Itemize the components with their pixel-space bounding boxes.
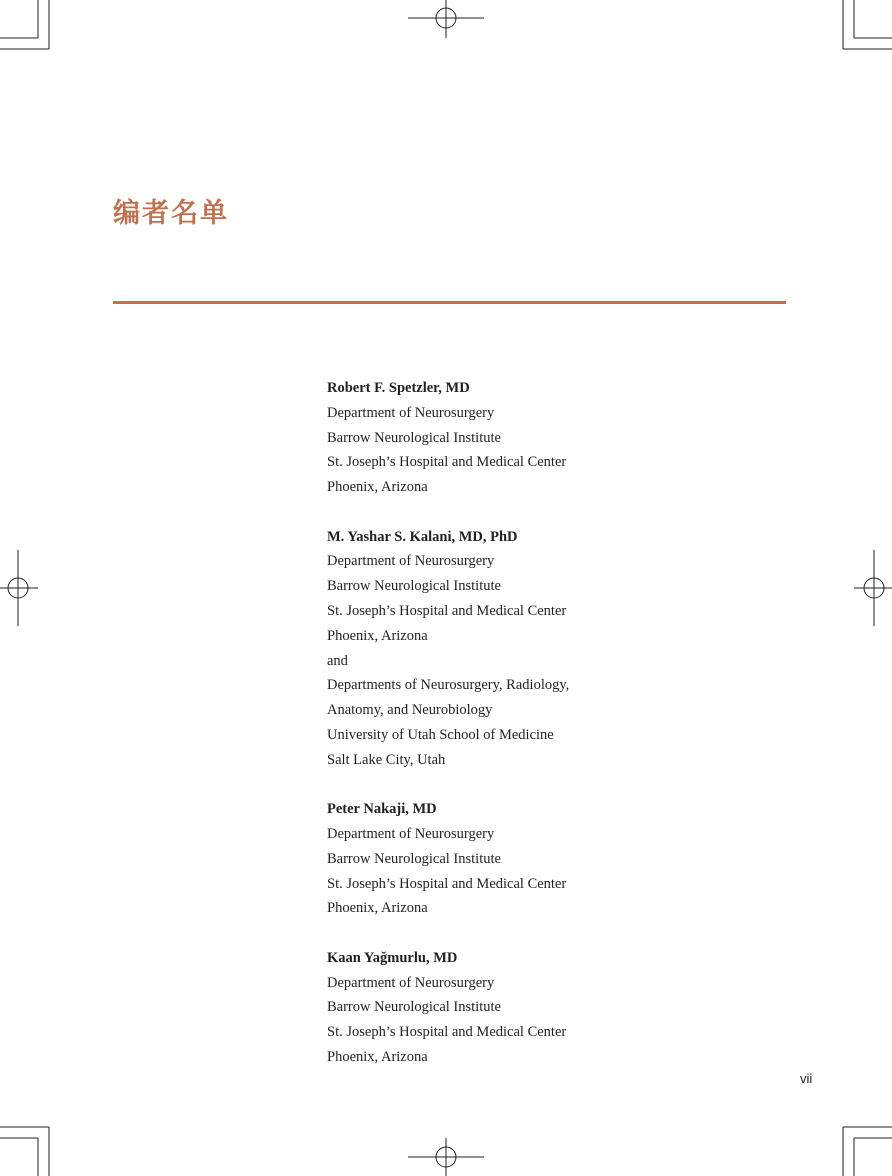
contributor-name: Kaan Yağmurlu, MD (327, 949, 458, 966)
contributor-affiliation-line: Salt Lake City, Utah (327, 751, 446, 768)
contributor-affiliation-line: Barrow Neurological Institute (327, 429, 501, 446)
contributor-entry (327, 797, 747, 921)
contributor-affiliation-line: Anatomy, and Neurobiology (327, 702, 493, 719)
contributor-affiliation-line: Departments of Neurosurgery, Radiology, (327, 677, 570, 694)
crop-mark-top-right (843, 0, 892, 49)
contributor-affiliation-line: St. Joseph’s Hospital and Medical Center (327, 602, 567, 619)
contributor-affiliation-line: Barrow Neurological Institute (327, 850, 501, 867)
registration-mark-left (0, 550, 38, 626)
crop-mark-top-left (0, 0, 49, 49)
crop-mark-bottom-left (0, 1127, 49, 1176)
contributor-affiliation-line: Phoenix, Arizona (327, 627, 428, 644)
contributor-affiliation-line: Barrow Neurological Institute (327, 999, 501, 1016)
contributor-affiliation-line: Department of Neurosurgery (327, 553, 495, 570)
contributor-affiliation-line: Department of Neurosurgery (327, 825, 495, 842)
contributor-affiliation-line: Phoenix, Arizona (327, 479, 428, 496)
contributor-affiliation-line: St. Joseph’s Hospital and Medical Center (327, 1024, 567, 1041)
registration-mark-bottom (408, 1138, 484, 1176)
contributor-affiliation-line: and (327, 652, 348, 669)
contributor-affiliation-line: Department of Neurosurgery (327, 974, 495, 991)
contributor-name: Peter Nakaji, MD (327, 801, 437, 818)
contributor-affiliation-line: Phoenix, Arizona (327, 1048, 428, 1065)
contributor-name: Robert F. Spetzler, MD (327, 380, 470, 396)
contributor-affiliation-line: Barrow Neurological Institute (327, 578, 501, 595)
page-number: vii (800, 1071, 813, 1086)
contributor-affiliation-line: Department of Neurosurgery (327, 404, 495, 421)
contributor-list (327, 376, 747, 1094)
registration-mark-right (854, 550, 892, 626)
contributor-affiliation-line: St. Joseph’s Hospital and Medical Center (327, 454, 567, 471)
registration-mark-top (408, 0, 484, 38)
title-rule (113, 301, 786, 304)
contributor-name: M. Yashar S. Kalani, MD, PhD (327, 528, 518, 545)
contributor-entry (327, 525, 747, 773)
crop-mark-bottom-right (843, 1127, 892, 1176)
contributor-affiliation-line: University of Utah School of Medicine (327, 726, 554, 743)
page-title: 编者名单 (113, 198, 229, 229)
contributor-entry (327, 376, 747, 500)
contributor-affiliation-line: St. Joseph’s Hospital and Medical Center (327, 875, 567, 892)
contributor-affiliation-line: Phoenix, Arizona (327, 900, 428, 917)
contributor-entry (327, 946, 747, 1070)
